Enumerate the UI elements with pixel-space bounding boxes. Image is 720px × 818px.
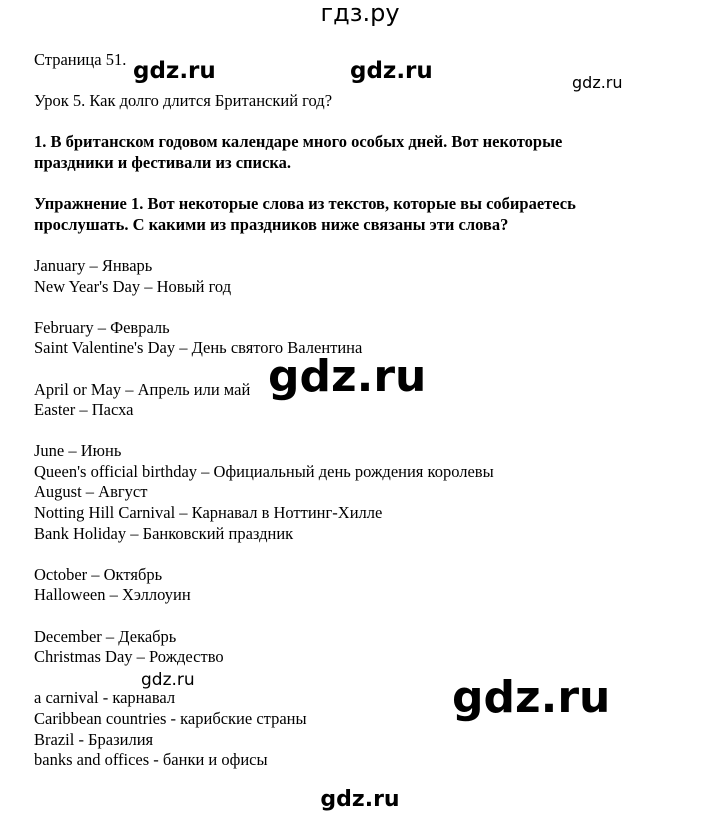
list-item: August – Август (34, 482, 148, 502)
exercise-heading-line: прослушать. С какими из праздников ниже связаны эти слова? (34, 214, 509, 234)
vocab-item: banks and offices - банки и офисы (34, 750, 268, 770)
site-footer: gdz.ru (320, 787, 400, 812)
lesson-title: Урок 5. Как долго длится Британский год? (34, 91, 333, 111)
watermark: gdz.ru (141, 670, 195, 690)
list-item: Saint Valentine's Day – День святого Валентина (34, 338, 363, 358)
site-header: гдз.ру (320, 0, 400, 27)
vocab-item: Caribbean countries - карибские страны (34, 709, 307, 728)
watermark: gdz.ru (572, 73, 623, 92)
list-item: Christmas Day – Рождество (34, 647, 224, 667)
list-item: Notting Hill Carnival – Карнавал в Ноттинг-Хилле (34, 503, 383, 523)
list-item: June – Июнь (34, 441, 122, 461)
list-item: December – Декабрь (34, 626, 177, 646)
exercise-heading-line: Упражнение 1. Вот некоторые слова из текстов, которые вы собираетесь (34, 194, 576, 214)
section-heading-line: праздники и фестивали из списка. (34, 152, 292, 172)
section-heading-line: 1. В британском годовом календаре много особых дней. Вот некоторые (34, 132, 563, 152)
list-item: Easter – Пасха (34, 400, 134, 420)
vocab-item: a carnival - карнавал (34, 688, 176, 708)
page-number: Страница 51. (34, 50, 127, 69)
list-item: January – Январь (34, 255, 153, 275)
list-item: February – Февраль (34, 317, 170, 337)
document-body (34, 50, 694, 771)
list-item: April or May – Апрель или май (34, 379, 251, 399)
watermark: gdz.ru (268, 351, 427, 402)
watermark: gdz.ru (350, 58, 433, 84)
watermark: gdz.ru (133, 58, 216, 84)
watermark: gdz.ru (452, 672, 611, 723)
list-item: Bank Holiday – Банковский праздник (34, 523, 294, 543)
list-item: October – Октябрь (34, 564, 163, 584)
list-item: Halloween – Хэллоуин (34, 585, 191, 605)
list-item: New Year's Day – Новый год (34, 276, 232, 296)
vocab-item: Brazil - Бразилия (34, 729, 154, 749)
list-item: Queen's official birthday – Официальный день рождения королевы (34, 461, 494, 481)
